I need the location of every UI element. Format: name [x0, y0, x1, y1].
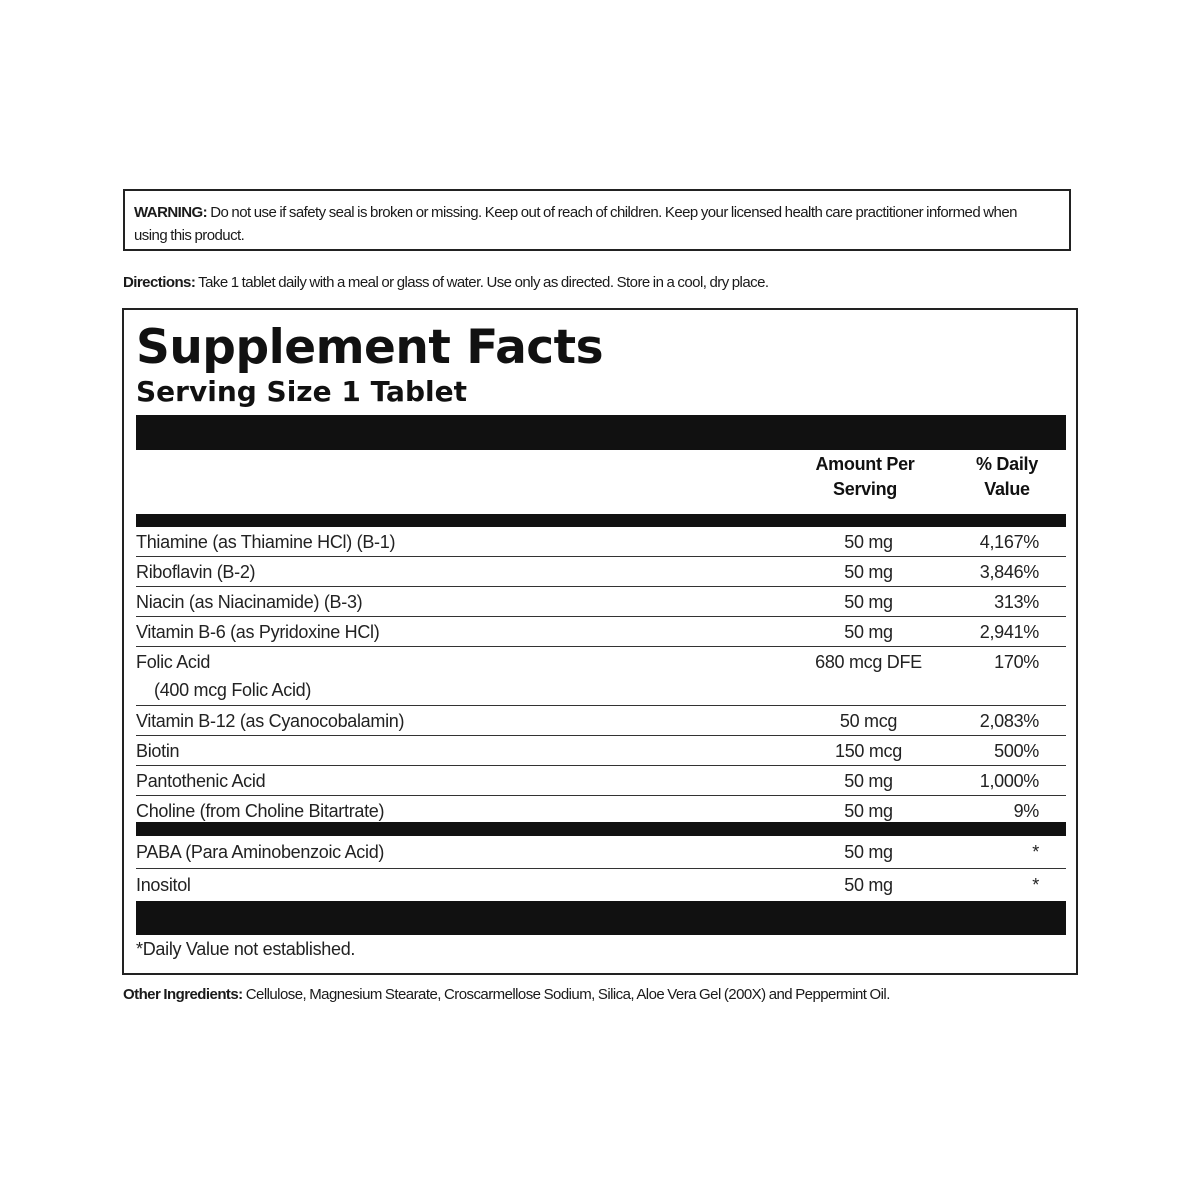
nutrient-amount: 50 mg — [844, 622, 893, 642]
thick-divider-top — [136, 415, 1066, 450]
nutrient-name: Biotin — [136, 741, 180, 761]
warning-line-1 — [134, 201, 1059, 224]
nutrient-dv: 2,941% — [979, 622, 1039, 642]
amount-per-serving-header — [790, 452, 940, 502]
table-row — [136, 870, 1066, 900]
nutrient-dv: 3,846% — [979, 562, 1039, 582]
nutrient-name: Niacin (as Niacinamide) (B-3) — [136, 592, 363, 612]
nutrient-dv: * — [1032, 875, 1039, 895]
dv-header-line-2: Value — [984, 479, 1030, 499]
daily-value-header — [952, 452, 1062, 502]
supplement-facts-panel — [122, 308, 1078, 975]
nutrient-dv: 2,083% — [979, 711, 1039, 731]
nutrient-amount: 50 mg — [844, 532, 893, 552]
dv-header-line-1: % Daily — [976, 454, 1038, 474]
thick-divider-bottom — [136, 901, 1066, 935]
nutrient-subtext: (400 mcg Folic Acid) — [154, 680, 312, 700]
other-ingredients — [123, 986, 1083, 1003]
directions-label: Directions: — [123, 274, 196, 291]
nutrient-dv: 4,167% — [979, 532, 1039, 552]
warning-label: WARNING: — [134, 204, 208, 221]
facts-title: Supplement Facts — [136, 320, 604, 375]
nutrient-dv: 313% — [994, 592, 1039, 612]
table-row — [136, 766, 1066, 796]
nutrient-name: Vitamin B-6 (as Pyridoxine HCl) — [136, 622, 380, 642]
nutrient-amount: 50 mg — [844, 562, 893, 582]
serving-size: Serving Size 1 Tablet — [136, 375, 467, 408]
other-ingredients-label: Other Ingredients: — [123, 986, 243, 1003]
medium-divider — [136, 822, 1066, 836]
table-row — [136, 587, 1066, 617]
nutrient-dv: 170% — [994, 652, 1039, 672]
table-row — [136, 617, 1066, 647]
nutrient-amount: 680 mcg DFE — [815, 652, 922, 672]
table-row — [136, 647, 1066, 706]
directions-text: Take 1 tablet daily with a meal or glass of water. Use only as directed. Store in a cool, dry place. — [198, 274, 769, 291]
nutrient-name: Riboflavin (B-2) — [136, 562, 256, 582]
amount-header-line-1: Amount Per — [815, 454, 915, 474]
nutrient-name: Inositol — [136, 875, 191, 895]
table-row — [136, 706, 1066, 736]
nutrient-dv: * — [1032, 842, 1039, 862]
nutrient-name: Folic Acid — [136, 652, 211, 672]
directions — [123, 274, 1071, 291]
nutrient-amount: 50 mcg — [839, 711, 898, 731]
other-ingredients-text: Cellulose, Magnesium Stearate, Croscarmellose Sodium, Silica, Aloe Vera Gel (200X) and Peppermint Oil. — [245, 986, 890, 1003]
nutrient-name: Vitamin B-12 (as Cyanocobalamin) — [136, 711, 405, 731]
nutrient-dv: 1,000% — [979, 771, 1039, 791]
nutrient-dv: 9% — [1013, 801, 1039, 821]
table-row — [136, 736, 1066, 766]
nutrient-name: PABA (Para Aminobenzoic Acid) — [136, 842, 385, 862]
table-row — [136, 557, 1066, 587]
nutrient-amount: 50 mg — [844, 771, 893, 791]
nutrient-name: Thiamine (as Thiamine HCl) (B-1) — [136, 532, 396, 552]
nutrient-amount: 50 mg — [844, 875, 893, 895]
table-row — [136, 527, 1066, 557]
footnote: *Daily Value not established. — [136, 939, 356, 959]
amount-header-line-2: Serving — [833, 479, 897, 499]
medium-divider — [136, 514, 1066, 527]
warning-line-2: using this product. — [134, 227, 245, 244]
table-row — [136, 837, 1066, 869]
nutrient-name: Choline (from Choline Bitartrate) — [136, 801, 385, 821]
nutrient-amount: 50 mg — [844, 801, 893, 821]
warning-text: Do not use if safety seal is broken or missing. Keep out of reach of children. Keep your licensed health care practitioner informed when — [210, 204, 1017, 221]
nutrient-name: Pantothenic Acid — [136, 771, 266, 791]
nutrient-dv: 500% — [994, 741, 1039, 761]
nutrient-amount: 50 mg — [844, 842, 893, 862]
table-row — [136, 796, 1066, 822]
warning-box — [123, 189, 1071, 251]
nutrient-amount: 150 mcg — [835, 741, 902, 761]
nutrient-amount: 50 mg — [844, 592, 893, 612]
